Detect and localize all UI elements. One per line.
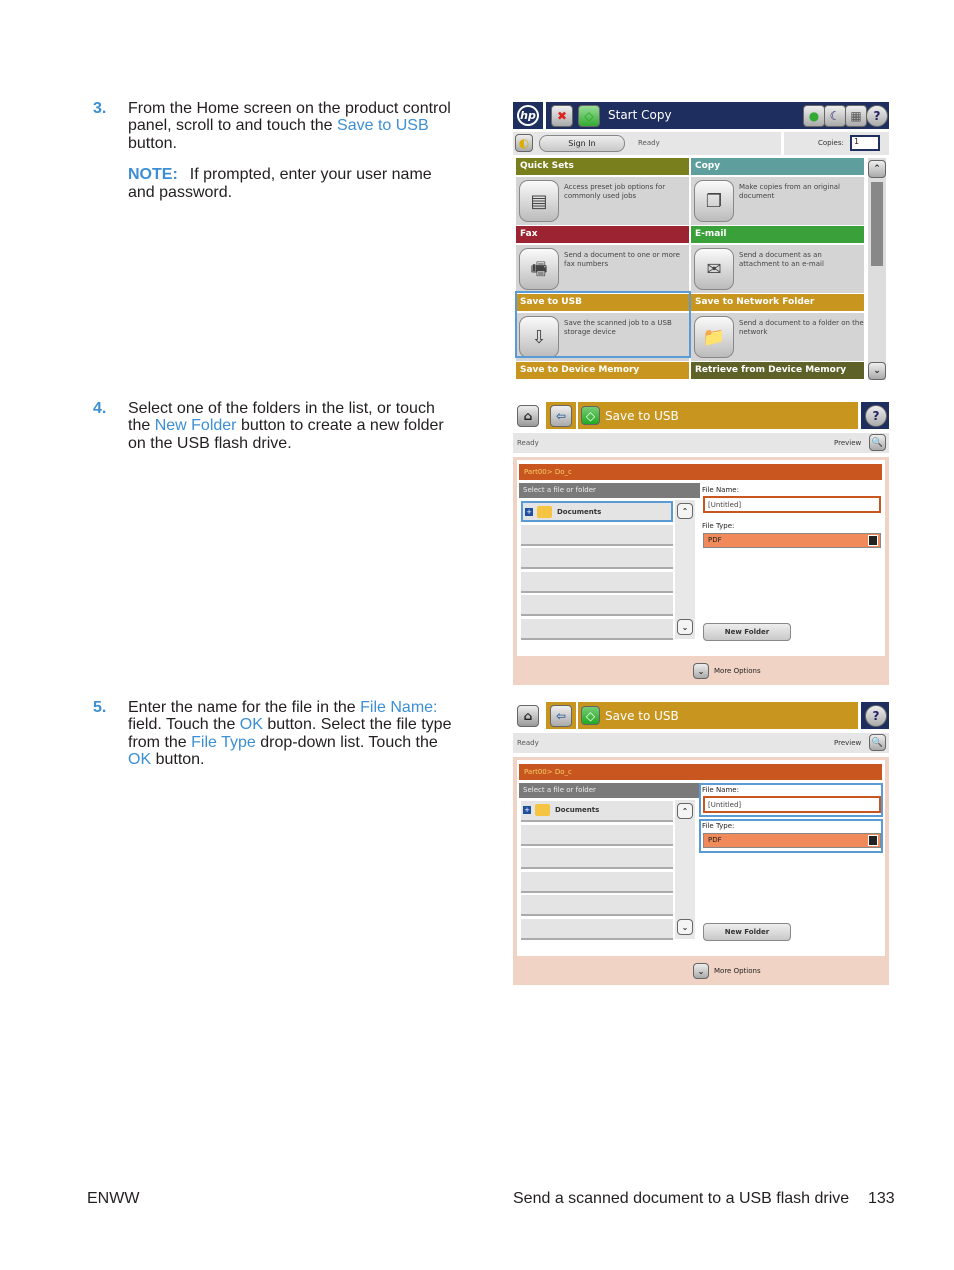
back-icon[interactable]: ⇦ <box>550 405 572 427</box>
tile-fax[interactable]: Fax <box>516 226 689 243</box>
tile-description: Send a document as an attachment to an e-mail <box>739 251 824 268</box>
save-to-usb-screenshot <box>513 402 889 685</box>
file-type-label: File Type: <box>702 822 735 830</box>
empty-list-item[interactable] <box>521 572 673 593</box>
empty-list-item[interactable] <box>521 595 673 616</box>
preview-icon[interactable]: 🔍 <box>869 434 886 451</box>
step-text-part: button. Select the file type from the <box>128 716 452 751</box>
more-options-label[interactable]: More Options <box>714 667 761 675</box>
sign-in-button[interactable]: Sign In <box>539 135 625 152</box>
tile-save-to-usb[interactable]: Save to USB <box>516 294 689 311</box>
screen-title: Save to USB <box>605 709 679 723</box>
empty-list-item[interactable] <box>521 619 673 640</box>
dropdown-icon[interactable] <box>868 835 878 846</box>
empty-list-item[interactable] <box>521 825 673 846</box>
note-label: NOTE: <box>128 166 178 184</box>
tile-description: Send a document to one or more fax numbers <box>564 251 680 268</box>
folder-list-item[interactable] <box>521 801 673 822</box>
ui-reference: File Name: <box>360 699 438 716</box>
tile-copy[interactable]: Copy <box>691 158 864 175</box>
home-icon[interactable]: ⌂ <box>517 405 539 427</box>
scroll-up-icon[interactable]: ⌃ <box>677 803 693 819</box>
scroll-down-icon[interactable]: ⌄ <box>868 362 886 380</box>
step-text-part: Enter the name for the file in the <box>128 699 361 716</box>
tile-body[interactable] <box>516 177 689 225</box>
file-type-label: File Type: <box>702 522 735 530</box>
folder-name: Documents <box>557 508 602 516</box>
status-text: Ready <box>638 139 660 147</box>
stop-icon[interactable]: ✖ <box>551 105 573 127</box>
step-text-part: button. <box>151 751 205 769</box>
usb-icon: ⇩ <box>519 316 559 358</box>
empty-list-item[interactable] <box>521 525 673 546</box>
expand-icon[interactable]: + <box>524 806 530 814</box>
expand-icon[interactable]: + <box>526 508 532 516</box>
tile-description: Access preset job options for commonly used jobs <box>564 183 666 200</box>
scroll-up-icon[interactable]: ⌃ <box>868 160 886 178</box>
scroll-up-icon[interactable]: ⌃ <box>677 503 693 519</box>
more-options-icon[interactable]: ⌄ <box>693 963 709 979</box>
step-text-part: button. <box>128 134 177 152</box>
screen-title: Start Copy <box>608 108 672 122</box>
scroll-down-icon[interactable]: ⌄ <box>677 919 693 935</box>
network-icon[interactable]: ▦ <box>845 105 867 127</box>
ui-reference: OK <box>239 716 263 734</box>
step-text-part: button to create a new folder on the USB flash drive. <box>128 417 444 452</box>
note-text: If prompted, enter your user name and password. <box>128 166 432 201</box>
scroll-thumb[interactable] <box>871 182 883 266</box>
start-icon[interactable]: ◇ <box>581 406 600 425</box>
selected-tile-highlight <box>515 291 691 358</box>
save-to-usb-screenshot-filename <box>513 702 889 985</box>
start-icon[interactable]: ◇ <box>581 706 600 725</box>
refresh-icon[interactable]: ◐ <box>515 134 533 152</box>
quick-sets-icon: ▤ <box>519 180 559 222</box>
copies-label: Copies: <box>818 139 844 147</box>
step-number: 5. <box>93 699 107 716</box>
file-type-dropdown[interactable]: PDF <box>703 833 881 848</box>
tile-body[interactable] <box>691 245 864 293</box>
more-options-label[interactable]: More Options <box>714 967 761 975</box>
empty-list-item[interactable] <box>521 848 673 869</box>
page-number: 133 <box>868 1190 895 1207</box>
preview-icon[interactable]: 🔍 <box>869 734 886 751</box>
step-number: 4. <box>93 400 107 417</box>
tile-save-to-device-memory[interactable]: Save to Device Memory <box>516 362 689 379</box>
tile-description: Save the scanned job to a USB storage device <box>564 319 672 336</box>
copy-icon: ❐ <box>694 180 734 222</box>
preview-label: Preview <box>834 739 862 747</box>
scroll-down-icon[interactable]: ⌄ <box>677 619 693 635</box>
footer-title: Send a scanned document to a USB flash drive <box>513 1190 850 1207</box>
help-icon[interactable]: ? <box>865 705 887 727</box>
list-header: Select a file or folder <box>519 783 700 798</box>
help-icon[interactable]: ? <box>866 105 888 127</box>
preview-label: Preview <box>834 439 862 447</box>
breadcrumb[interactable]: Part00> Do_c <box>519 464 882 480</box>
home-icon[interactable]: ⌂ <box>517 705 539 727</box>
screen-title: Save to USB <box>605 409 679 423</box>
tile-body[interactable] <box>516 245 689 293</box>
tile-retrieve-from-device-memory[interactable]: Retrieve from Device Memory <box>691 362 864 379</box>
step-text-part: Select one of the folders in the list, or touch the <box>128 400 435 435</box>
step-text <box>128 699 458 769</box>
step-text-part: From the Home screen on the product control panel, scroll to and touch the <box>128 100 451 135</box>
status-text: Ready <box>517 739 539 747</box>
new-folder-button[interactable]: New Folder <box>703 623 791 641</box>
folder-icon <box>537 506 552 518</box>
language-icon[interactable]: ● <box>803 105 825 127</box>
step-text-part: field. Touch the <box>128 716 240 734</box>
divider <box>543 102 546 129</box>
fax-icon: 🖷 <box>519 248 559 290</box>
copies-input[interactable]: 1 <box>850 135 880 151</box>
tile-description: Make copies from an original document <box>739 183 840 200</box>
start-icon[interactable]: ◇ <box>578 105 600 127</box>
ui-reference: Save to USB <box>337 117 429 135</box>
note <box>128 166 458 201</box>
step-number: 3. <box>93 100 107 117</box>
tile-save-to-network-folder[interactable]: Save to Network Folder <box>691 294 864 311</box>
folder-icon <box>535 804 550 816</box>
network-folder-icon: 📁 <box>694 316 734 358</box>
tile-e-mail[interactable]: E-mail <box>691 226 864 243</box>
ui-reference: New Folder <box>154 417 237 435</box>
help-icon[interactable]: ? <box>865 405 887 427</box>
new-folder-button[interactable]: New Folder <box>703 923 791 941</box>
file-name-input[interactable]: [Untitled] <box>703 496 881 513</box>
more-options-icon[interactable]: ⌄ <box>693 663 709 679</box>
folder-list-item[interactable] <box>521 501 673 522</box>
sleep-icon[interactable]: ☾ <box>824 105 846 127</box>
tile-description: Send a document to a folder on the network <box>739 319 864 336</box>
tile-body[interactable] <box>691 177 864 225</box>
folder-name: Documents <box>555 806 600 814</box>
step-text <box>128 400 458 452</box>
home-screen-screenshot <box>513 102 889 381</box>
file-name-label: File Name: <box>702 486 739 494</box>
tile-quick-sets[interactable]: Quick Sets <box>516 158 689 175</box>
back-icon[interactable]: ⇦ <box>550 705 572 727</box>
ui-reference: OK <box>128 751 152 769</box>
file-name-label: File Name: <box>702 786 739 794</box>
file-type-dropdown[interactable]: PDF <box>703 533 881 548</box>
hp-logo: hp <box>517 105 539 126</box>
breadcrumb[interactable]: Part00> Do_c <box>519 764 882 780</box>
empty-list-item[interactable] <box>521 895 673 916</box>
tile-body[interactable] <box>691 313 864 361</box>
status-text: Ready <box>517 439 539 447</box>
empty-list-item[interactable] <box>521 919 673 940</box>
file-name-input[interactable]: [Untitled] <box>703 796 881 813</box>
step-text <box>128 100 458 201</box>
list-header: Select a file or folder <box>519 483 700 498</box>
ui-reference: File Type <box>191 733 256 751</box>
empty-list-item[interactable] <box>521 548 673 569</box>
step-text-part: drop-down list. Touch the <box>255 733 438 751</box>
footer-left: ENWW <box>87 1190 140 1207</box>
dropdown-icon[interactable] <box>868 535 878 546</box>
email-icon: ✉ <box>694 248 734 290</box>
empty-list-item[interactable] <box>521 872 673 893</box>
